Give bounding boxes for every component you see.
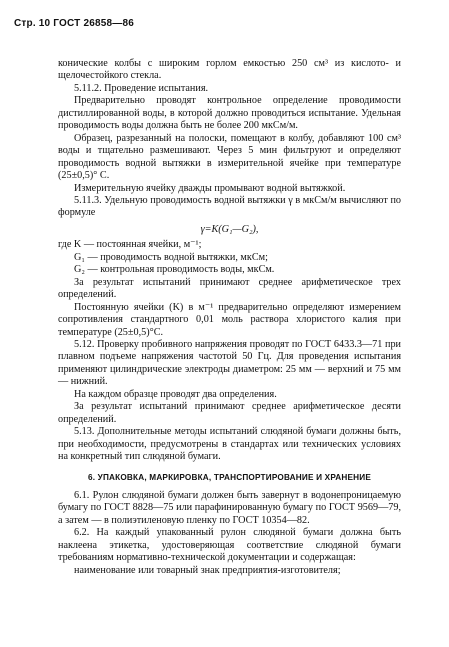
section-heading: 6. УПАКОВКА, МАРКИРОВКА, ТРАНСПОРТИРОВАНИЕ И ХРАНЕНИЕ — [87, 472, 372, 482]
paragraph: Образец, разрезанный на полоски, помещают в колбу, добавляют 100 см³ воды и тщательно размешивают. Через 5 мин фильтруют и определяют проводимость водной вытяжки в измерительной ячейке при температуре (25±0,5)° С. — [58, 132, 401, 182]
document-body — [58, 58, 401, 577]
paragraph: 5.11.3. Удельную проводимость водной вытяжки γ в мкСм/м вычисляют по формуле — [58, 194, 401, 219]
paragraph: 5.13. Дополнительные методы испытаний слюдяной бумаги должны быть, при необходимости, предусмотрены в стандартах или технических условиях на конкретный тип слюдяной бумаги. — [58, 426, 401, 463]
paragraph: конические колбы с широким горлом емкостью 250 см³ из кислото- и щелочестойкого стекла. — [58, 58, 401, 82]
paragraph: 5.12. Проверку пробивного напряжения проводят по ГОСТ 6433.3—71 при плавном подъеме напряжения частотой 50 Гц. Для проведения испытания применяют цилиндрические электроды диаметром: 25 мм — верхний и 75 мм — нижний. — [58, 338, 401, 388]
formula: γ=K(G₁—G₂), — [200, 223, 259, 235]
formula-legend: где K — постоянная ячейки, м⁻¹; — [58, 239, 202, 251]
formula-legend: G₁ — проводимость водной вытяжки, мкСм; — [74, 251, 268, 263]
paragraph: Измерительную ячейку дважды промывают водной вытяжкой. — [74, 182, 346, 194]
paragraph: На каждом образце проводят два определения. — [74, 388, 277, 400]
paragraph: 6.2. На каждый упакованный рулон слюдяной бумаги должна быть наклеена этикетка, удостоверяющая соответствие слюдяной бумаги требованиям нормативно-технической документации и содержащая: — [58, 527, 401, 564]
paragraph: За результат испытаний принимают среднее арифметическое десяти определений. — [58, 401, 401, 425]
paragraph: Предварительно проводят контрольное определение проводимости дистиллированной воды, в которой должно проводиться испытание. Удельная проводимость воды должна быть не более 200 мкСм/м. — [58, 95, 401, 132]
subsection-heading: 5.11.2. Проведение испытания. — [74, 82, 209, 94]
paragraph: Постоянную ячейки (K) в м⁻¹ предварительно определяют измерением сопротивления стандартного 0,01 моль раствора хлористого калия при температуре (25±0,5)°С. — [58, 301, 401, 338]
paragraph: наименование или товарный знак предприятия-изготовителя; — [74, 564, 341, 576]
page-header: Стр. 10 ГОСТ 26858—86 — [14, 18, 134, 29]
paragraph: За результат испытаний принимают среднее арифметическое трех определений. — [58, 276, 401, 301]
paragraph: 6.1. Рулон слюдяной бумаги должен быть завернут в водонепроницаемую бумагу по ГОСТ 8828—75 или парафинированную бумагу по ГОСТ 9569—79, а затем — в полиэтиленовую пленку по ГОСТ 10354—82. — [58, 489, 401, 526]
formula-legend: G₂ — контрольная проводимость воды, мкСм. — [74, 264, 275, 276]
